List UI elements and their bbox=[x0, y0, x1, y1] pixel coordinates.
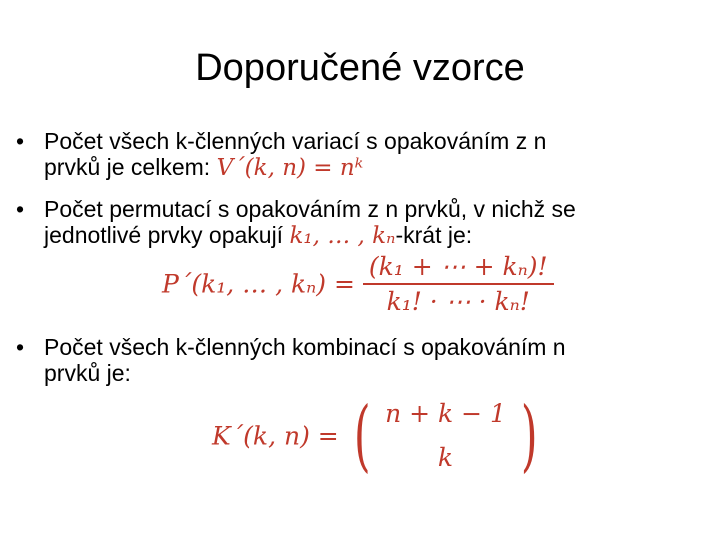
bullet-text: jednotlivé prvky opakují bbox=[44, 222, 290, 248]
formula-lhs: K´(k, n) = bbox=[212, 421, 339, 451]
binomial-bottom: k bbox=[437, 443, 454, 472]
bullet-permutations bbox=[16, 196, 684, 249]
bullet-text: -krát je: bbox=[395, 222, 473, 248]
fraction bbox=[363, 252, 554, 316]
fraction-denominator: k₁! · ⋯ · kₙ! bbox=[363, 283, 554, 316]
bullet-marker: • bbox=[16, 128, 25, 154]
bullet-line bbox=[44, 222, 684, 249]
binomial-top: n + k − 1 bbox=[385, 399, 506, 428]
formula-lhs: P´(k₁, … , kₙ) = bbox=[162, 269, 355, 299]
bullet-line: prvků je: bbox=[44, 360, 131, 386]
formula-combinations bbox=[212, 392, 544, 480]
formula-variations: V´(k, n) = nᵏ bbox=[216, 155, 364, 181]
bullet-text: prvků je celkem: bbox=[44, 154, 217, 180]
bullet-variations bbox=[16, 128, 684, 181]
bullet-line: Počet všech k-členných variací s opakováním z n bbox=[44, 128, 547, 154]
bullet-line bbox=[44, 154, 684, 181]
fraction-numerator: (k₁ + ⋯ + kₙ)! bbox=[368, 252, 548, 281]
slide-title: Doporučené vzorce bbox=[195, 47, 525, 89]
bullet-combinations bbox=[16, 334, 684, 386]
bullet-marker: • bbox=[16, 334, 25, 360]
bullet-marker: • bbox=[16, 196, 25, 222]
left-paren: ( bbox=[353, 391, 371, 481]
binomial bbox=[385, 392, 506, 480]
formula-permutations bbox=[162, 252, 554, 316]
bullet-line: Počet permutací s opakováním z n prvků, v nichž se bbox=[44, 196, 576, 222]
inline-math: k₁, … , kₙ bbox=[289, 223, 396, 249]
right-paren: ) bbox=[520, 391, 538, 481]
bullet-line: Počet všech k-členných kombinací s opakováním n bbox=[44, 334, 566, 360]
